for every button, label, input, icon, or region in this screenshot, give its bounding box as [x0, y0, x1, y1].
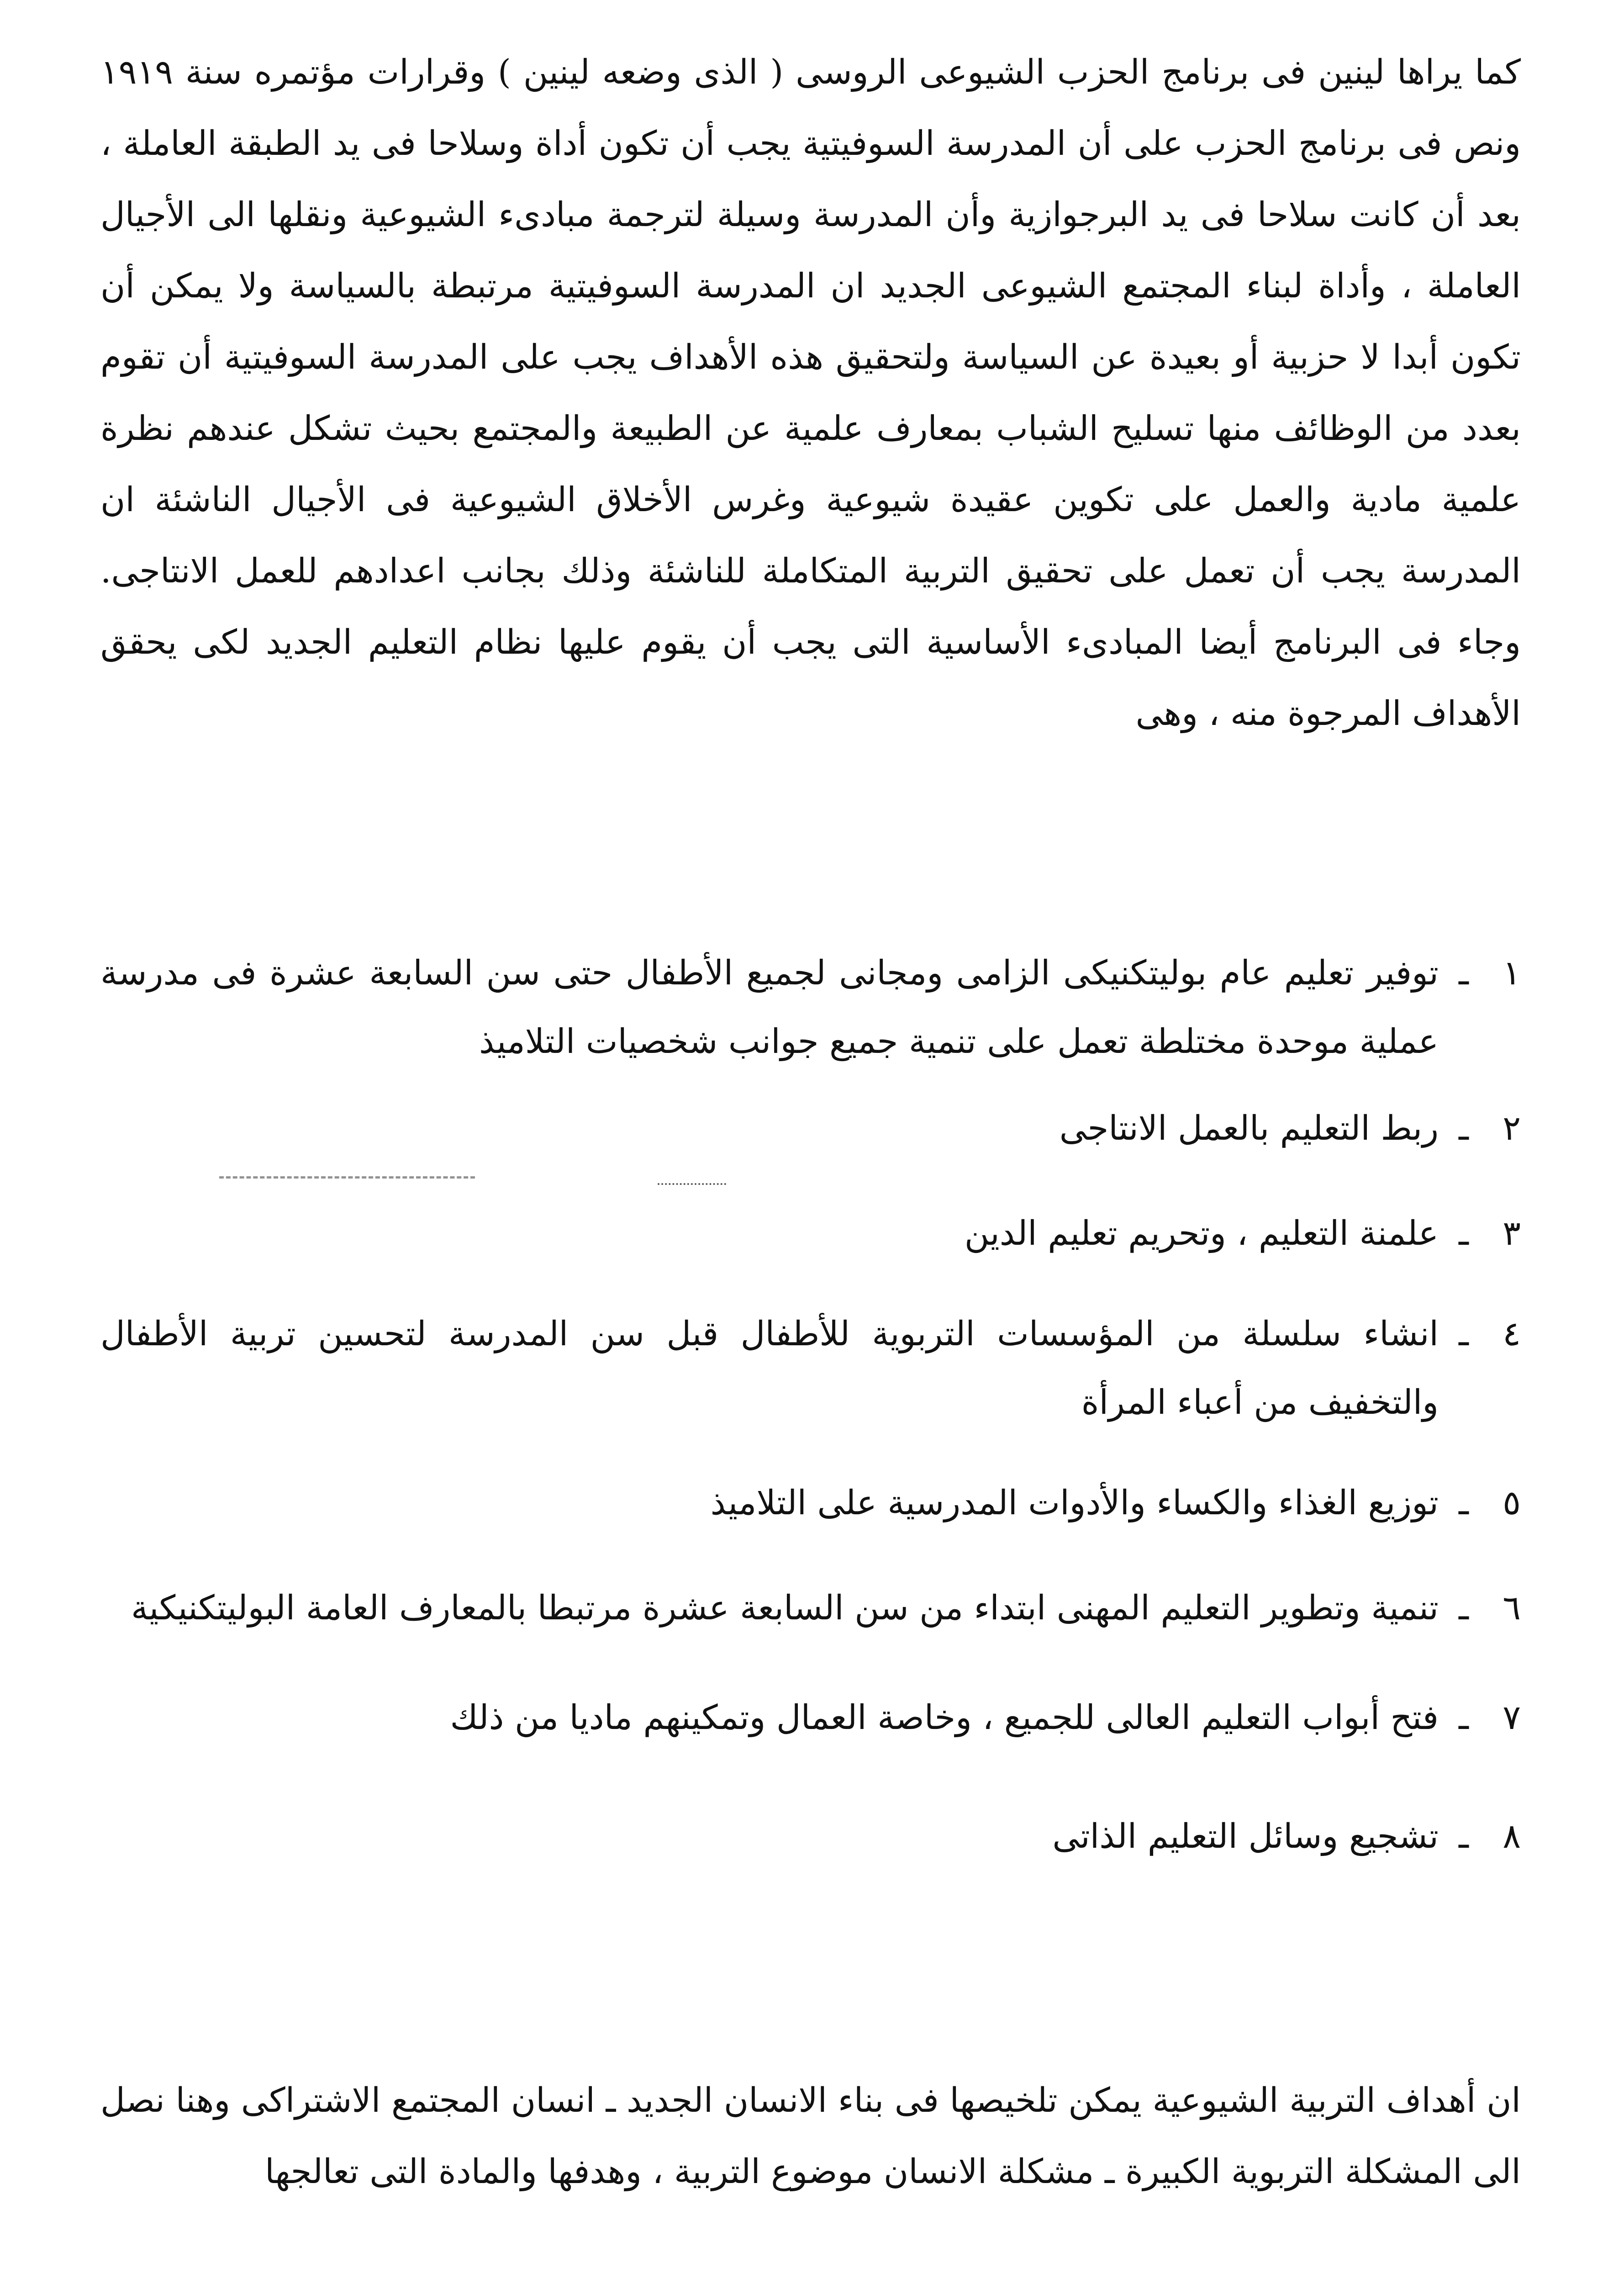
- list-item-number: ٥: [1503, 1483, 1521, 1523]
- list-item-number: ٧: [1503, 1698, 1521, 1737]
- list-item-text: فتح أبواب التعليم العالى للجميع ، وخاصة العمال وتمكينهم ماديا من ذلك: [450, 1698, 1439, 1737]
- list-item-dash: ـ: [1459, 1483, 1469, 1523]
- list-item-dash: ـ: [1459, 1214, 1469, 1253]
- smudge-line: [219, 1176, 475, 1183]
- list-item-text: توفير تعليم عام بوليتكنيكى الزامى ومجانى لجميع الأطفال حتى سن السابعة عشرة فى مدرسة عملية موحدة مختلطة تعمل على تنمية جميع جوانب شخصيات التلاميذ: [100, 953, 1439, 1061]
- list-item-number: ٣: [1503, 1214, 1521, 1253]
- list-item: [100, 1094, 1521, 1163]
- list-item: [100, 1300, 1521, 1437]
- list-item-dash: ـ: [1459, 1698, 1469, 1737]
- list-item: [100, 1199, 1521, 1268]
- list-item-number: ١: [1503, 953, 1521, 993]
- intro-paragraph: كما يراها لينين فى برنامج الحزب الشيوعى الروسى ( الذى وضعه لينين ) وقرارات مؤتمره سنة ١٩١٩ ونص فى برنامج الحزب على أن المدرسة السوفيتية يجب أن تكون أداة وسلاحا فى يد الطبقة العاملة ، بعد أن كانت سلاحا فى يد البرجوازية وأن المدرسة وسيلة لترجمة مبادىء الشيوعية ونقلها الى الأجيال العاملة ، وأداة لبناء المجتمع الشيوعى الجديد ان المدرسة السوفيتية مرتبطة بالسياسة ولا يمكن أن تكون أبدا لا حزبية أو بعيدة عن السياسة ولتحقيق هذه الأهداف يجب على المدرسة السوفيتية أن تقوم بعدد من الوظائف منها تسليح الشباب بمعارف علمية عن الطبيعة والمجتمع بحيث تشكل عندهم نظرة علمية مادية والعمل على تكوين عقيدة شيوعية وغرس الأخلاق الشيوعية فى الأجيال الناشئة ان المدرسة يجب أن تعمل على تحقيق التربية المتكاملة للناشئة وذلك بجانب اعدادهم للعمل الانتاجى. وجاء فى البرنامج أيضا المبادىء الأساسية التى يجب أن يقوم عليها نظام التعليم الجديد لكى يحقق الأهداف المرجوة منه ، وهى: [100, 53, 1521, 733]
- list-item-text: تشجيع وسائل التعليم الذاتى: [1052, 1817, 1439, 1856]
- list-item-text: انشاء سلسلة من المؤسسات التربوية للأطفال قبل سن المدرسة لتحسين تربية الأطفال والتخفيف من أعباء المرأة: [100, 1314, 1439, 1422]
- list-item-text: علمنة التعليم ، وتحريم تعليم الدين: [964, 1214, 1439, 1253]
- list-item: [100, 1683, 1521, 1752]
- scan-smudge: [100, 1172, 1521, 1199]
- list-item-text: تنمية وتطوير التعليم المهنى ابتداء من سن السابعة عشرة مرتبطا بالمعارف العامة البوليتكنيكية: [131, 1588, 1439, 1628]
- list-item: [100, 939, 1521, 1076]
- list-item-text: ربط التعليم بالعمل الانتاجى: [1059, 1109, 1439, 1148]
- document-page: [100, 37, 1521, 2284]
- list-item-text: توزيع الغذاء والكساء والأدوات المدرسية على التلاميذ: [710, 1483, 1439, 1523]
- list-item-dash: ـ: [1459, 1314, 1469, 1353]
- list-item-dash: ـ: [1459, 1109, 1469, 1148]
- list-item-number: ٢: [1503, 1109, 1521, 1148]
- list-item-number: ٤: [1503, 1314, 1521, 1353]
- principles-list: [100, 939, 1521, 1871]
- list-item-dash: ـ: [1459, 1588, 1469, 1628]
- list-item: [100, 1469, 1521, 1537]
- list-item-number: ٦: [1503, 1588, 1521, 1628]
- list-item: [100, 1802, 1521, 1871]
- list-item-dash: ـ: [1459, 1817, 1469, 1856]
- list-item: [100, 1574, 1521, 1642]
- list-item-number: ٨: [1503, 1817, 1521, 1856]
- closing-paragraph: ان أهداف التربية الشيوعية يمكن تلخيصها فى بناء الانسان الجديد ـ انسان المجتمع الاشتراكى وهنا نصل الى المشكلة التربوية الكبيرة ـ مشكلة الانسان موضوع التربية ، وهدفها والمادة التى تعالجها: [100, 2081, 1521, 2191]
- smudge-mark: [658, 1183, 726, 1190]
- list-item-dash: ـ: [1459, 953, 1469, 993]
